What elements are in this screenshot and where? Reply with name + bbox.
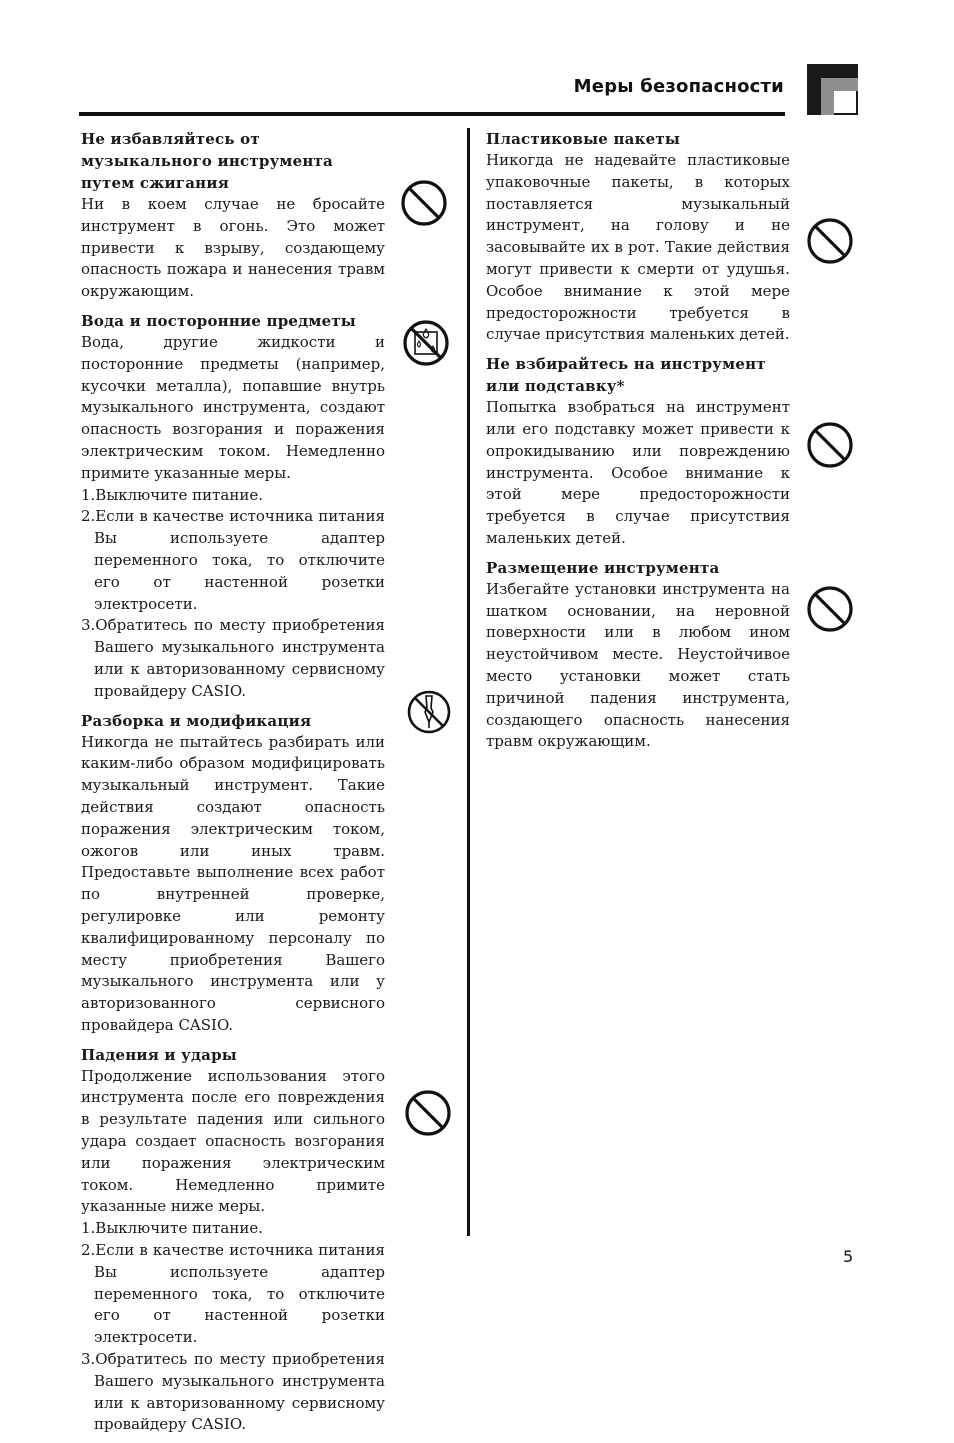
section-body: Ни в коем случае не бросайте инструмент в огонь. Это может привести к взрыву, создающему опасность пожара и нанесения травм окружающим.	[81, 195, 385, 301]
list-item: 2.Если в качестве источника питания Вы используете адаптер переменного тока, то отключите его от настенной розетки электросети.	[81, 1241, 385, 1347]
page-title: Меры безопасности	[573, 76, 784, 97]
prohibited-icon	[806, 421, 854, 469]
section-disassembly	[81, 710, 385, 1037]
section-heading: Не взбирайтесь на инструмент или подставку*	[486, 355, 766, 396]
corner-tab-white	[834, 91, 858, 115]
section-body: Попытка взобраться на инструмент или его подставку может привести к опрокидыванию или повреждению инструмента. Особое внимание к этой мере предосторожности требуется в случае присутствия маленьких детей.	[486, 398, 790, 547]
section-body: Никогда не надевайте пластиковые упаковочные пакеты, в которых поставляется музыкальный инструмент, на голову и не засовывайте их в рот. Такие действия могут привести к смерти от удушья. Особое внимание к этой мере предосторожности требуется в случае присутствия маленьких детей.	[486, 151, 790, 344]
left-column	[81, 128, 385, 1443]
no-water-icon	[402, 319, 450, 367]
corner-tab-mark	[807, 64, 858, 115]
section-body: Вода, другие жидкости и посторонние предметы (например, кусочки металла), попавшие внутрь музыкального инструмента, создают опасность возгорания и поражения электрическим током. Немедленно примите указанные меры.	[81, 332, 385, 482]
list-item: 3.Обратитесь по месту приобретения Вашего музыкального инструмента или к авторизованному сервисному провайдеру CASIO.	[81, 1350, 385, 1434]
section-heading: Не избавляйтесь от музыкального инструмента путем сжигания	[81, 130, 333, 192]
section-body: Избегайте установки инструмента на шатком основании, на неровной поверхности или в любом ином неустойчивом месте. Неустойчивое место установки может стать причиной падения инструмента, создающего опасность нанесения травм окружающим.	[486, 579, 790, 751]
list-item: 1.Выключите питание.	[81, 485, 263, 504]
no-disassembly-icon	[405, 688, 453, 736]
prohibited-icon	[806, 585, 854, 633]
section-heading: Пластиковые пакеты	[486, 130, 681, 148]
prohibited-icon	[806, 217, 854, 265]
section-heading: Вода и посторонние предметы	[81, 311, 357, 330]
section-heading: Разборка и модификация	[81, 711, 312, 730]
page-number: 5	[843, 1247, 854, 1266]
section-plastic-bags	[486, 128, 790, 346]
list-item: 1.Выключите питание.	[81, 1219, 263, 1238]
column-divider	[467, 128, 470, 1236]
section-heading: Падения и удары	[81, 1045, 238, 1064]
section-heading: Размещение инструмента	[486, 558, 720, 577]
list-item: 3.Обратитесь по месту приобретения Вашего музыкального инструмента или к авторизованному сервисному провайдеру CASIO.	[81, 616, 385, 700]
prohibited-icon	[404, 1089, 452, 1137]
section-placement	[486, 557, 790, 753]
section-water-foreign-objects	[81, 310, 385, 703]
section-body: Никогда не пытайтесь разбирать или каким-либо образом модифицировать музыкальный инструмент. Такие действия создают опасность поражения электрическим током, ожогов или иных травм. Предоставьте выполнение всех работ по внутренней проверке, регулировке или ремонту квалифицированному персоналу по месту приобретения Вашего музыкального инструмента или у авторизованного сервисного провайдера CASIO.	[81, 732, 385, 1034]
prohibited-icon	[400, 179, 448, 227]
steps-list	[81, 1218, 385, 1436]
section-body: Продолжение использования этого инструмента после его повреждения в результате падения или сильного удара создает опасность возгорания или поражения электрическим током. Немедленно примите указанные ниже меры.	[81, 1066, 385, 1216]
section-no-climbing	[486, 353, 790, 550]
section-no-burning	[81, 128, 385, 303]
list-item: 2.Если в качестве источника питания Вы используете адаптер переменного тока, то отключите его от настенной розетки электросети.	[81, 507, 385, 613]
right-column	[486, 128, 790, 760]
header-rule	[79, 112, 785, 116]
steps-list	[81, 485, 385, 703]
section-drops-impacts	[81, 1044, 385, 1437]
